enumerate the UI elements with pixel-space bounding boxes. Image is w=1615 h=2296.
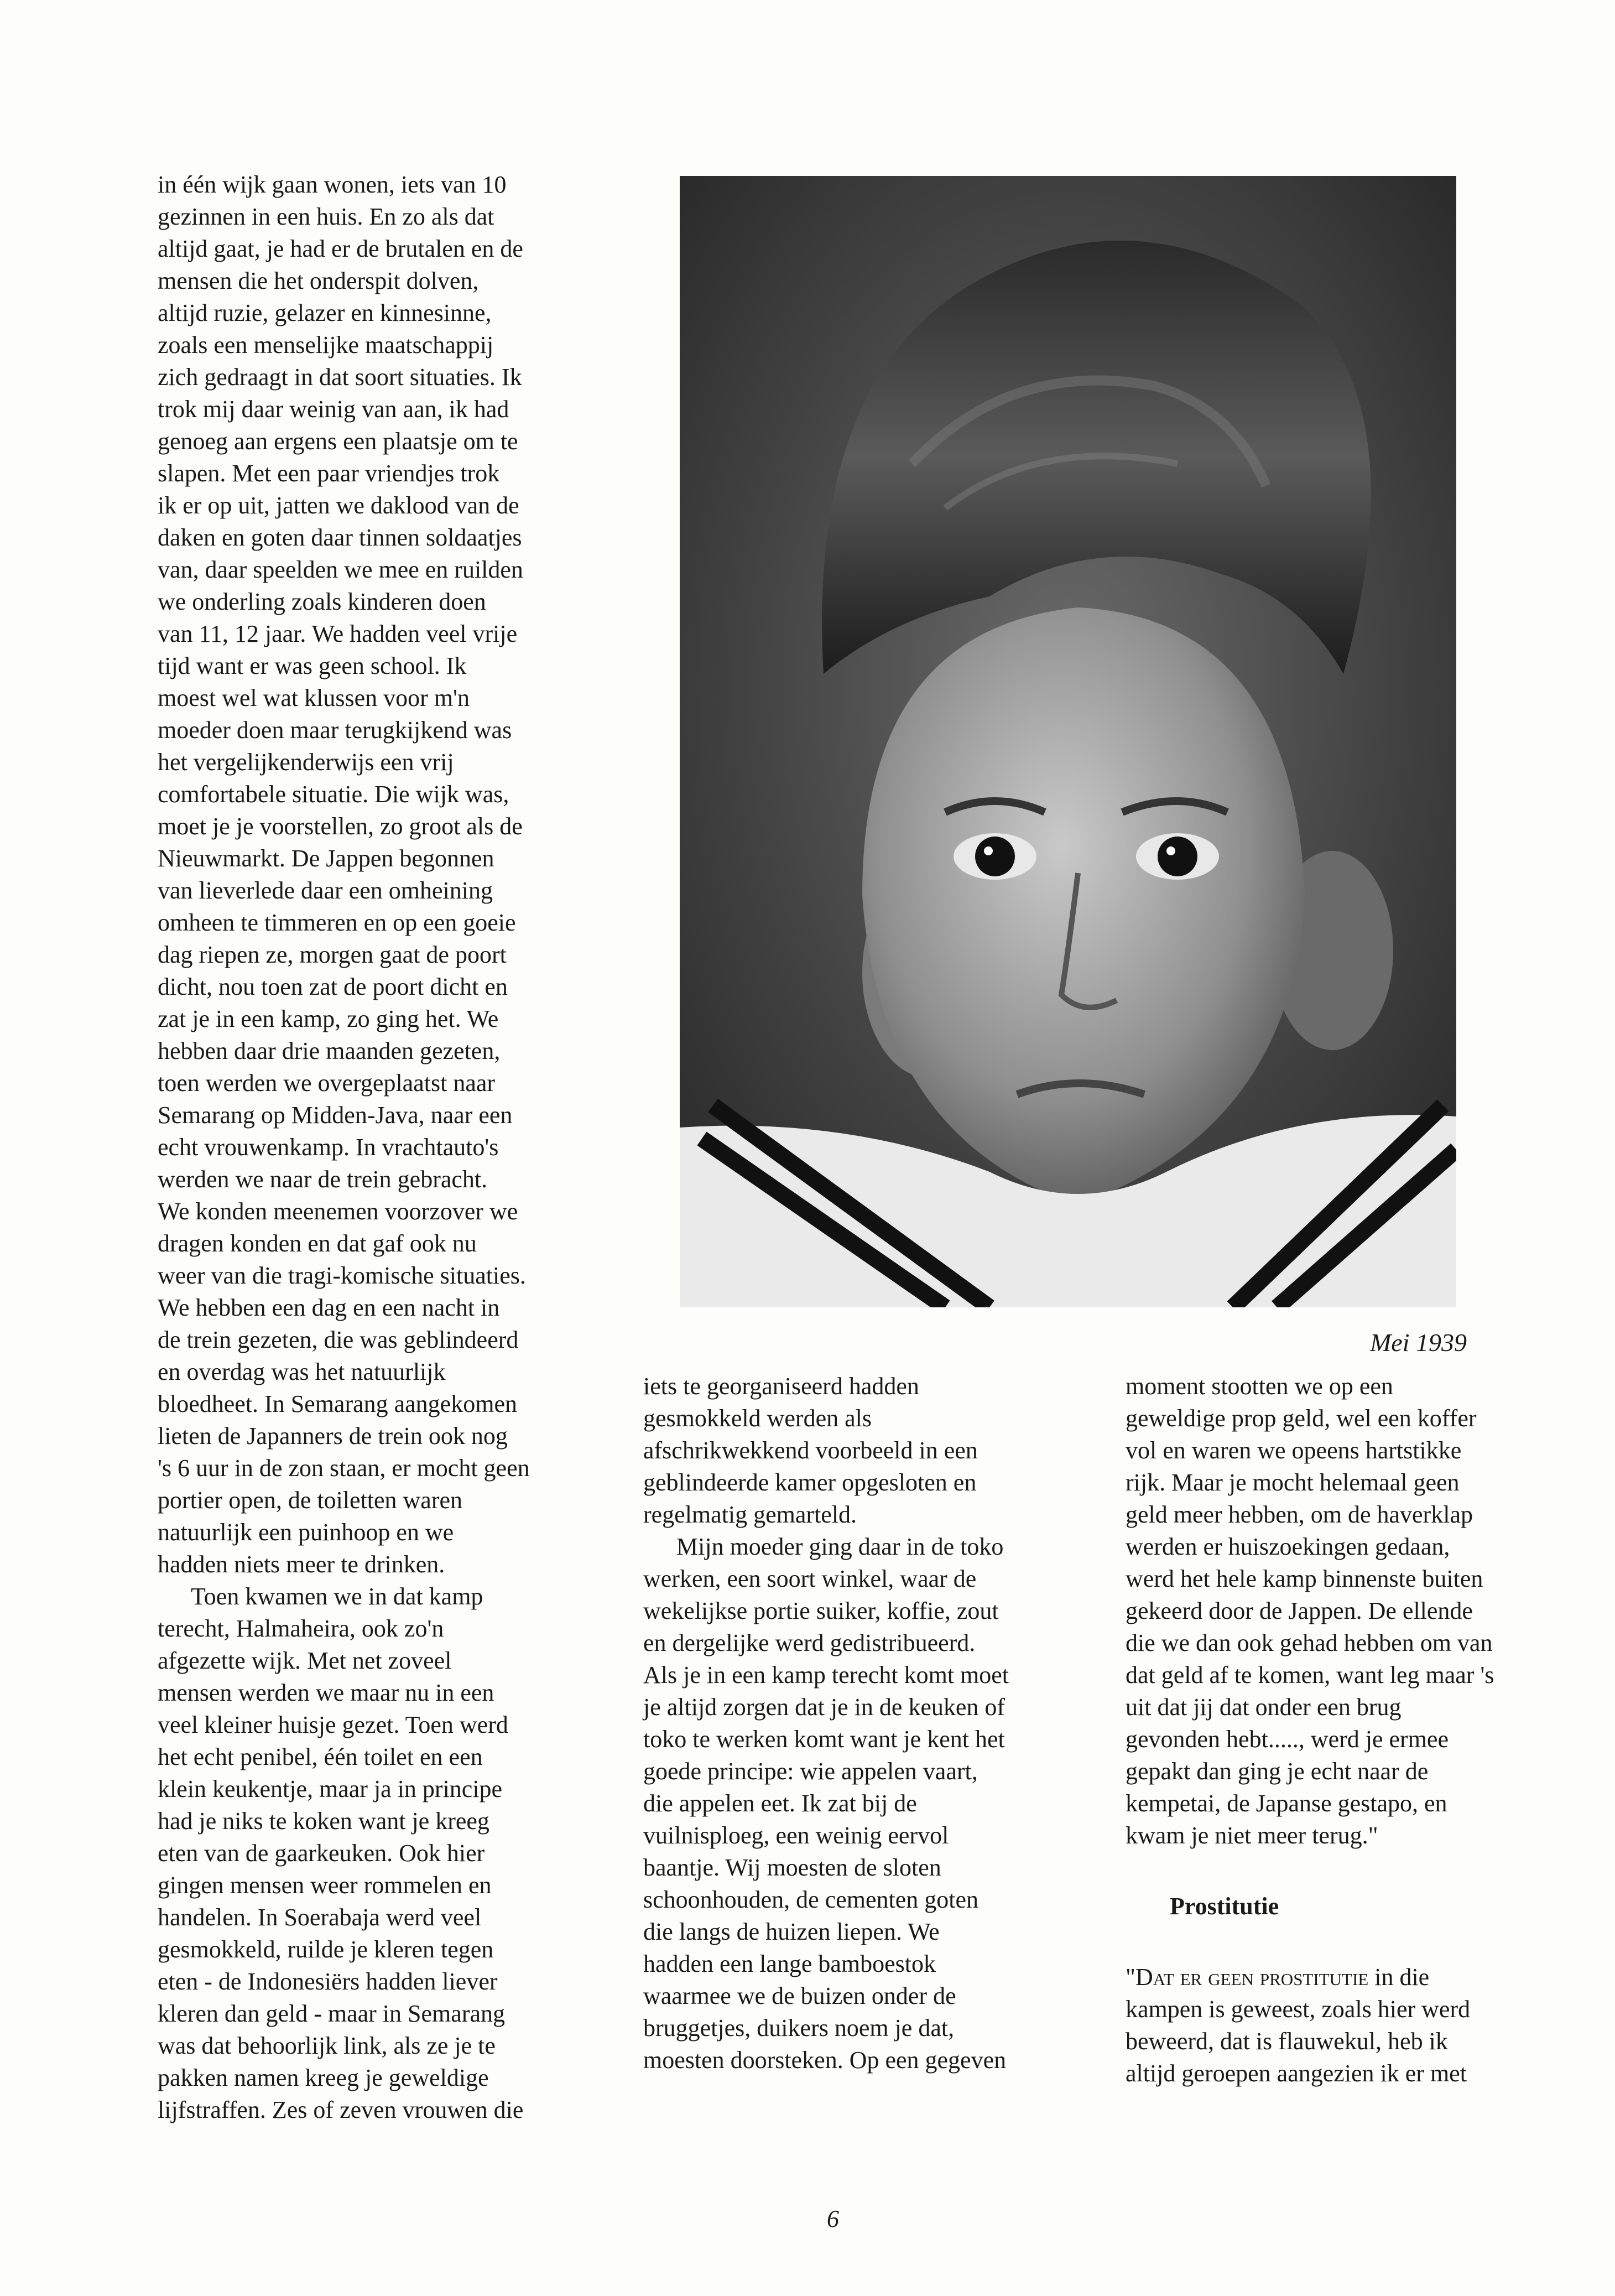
right-column — [1126, 1370, 1524, 2090]
middle-column — [643, 1370, 1058, 2076]
section-heading: Prostitutie — [1170, 1893, 1279, 1920]
left-column — [158, 169, 584, 2126]
right-paragraph-2-body: in die kampen is geweest, zoals hier werd beweerd, dat is flauwekul, heb ik altijd geroepen aangezien ik er met — [1126, 1963, 1471, 2087]
left-paragraph-2: Toen kwamen we in dat kamp terecht, Halmaheira, ook zo'n afgezette wijk. Met net zoveel mensen werden we maar nu in een veel kleiner huisje gezet. Toen werd het echt penibel, één toilet en een klein keukentje, maar ja in principe had je niks te koken want je kreeg eten van de gaarkeuken. Ook hier gingen mensen weer rommelen en handelen. In Soerabaja werd veel gesmokkeld, ruilde je kleren tegen eten - de Indonesiërs hadden liever kleren dan geld - maar in Semarang was dat behoorlijk link, als ze je te pakken namen kreeg je geweldige lijfstraffen. Zes of zeven vrouwen die — [158, 1583, 524, 2123]
middle-paragraph-2: Mijn moeder ging daar in de toko werken, een soort winkel, waar de wekelijkse portie suiker, koffie, zout en dergelijke werd gedistribueerd. Als je in een kamp terecht komt moet je altijd zorgen dat je in de keuken of toko te werken komt want je kent het goede principe: wie appelen vaart, die appelen eet. Ik zat bij de vuilnisploeg, een weinig eervol baantje. Wij moesten de sloten schoonhouden, de cementen goten die langs de huizen liepen. We hadden een lange bamboestok waarmee we de buizen onder de bruggetjes, duikers noem je dat, moesten doorsteken. Op een gegeven — [643, 1533, 1009, 2074]
portrait-illustration — [680, 176, 1456, 1307]
portrait-photo — [680, 176, 1456, 1307]
paragraph-lead-in: "Dat er geen prostitutie — [1126, 1963, 1369, 1991]
left-paragraph-1: in één wijk gaan wonen, iets van 10 gezinnen in een huis. En zo als dat altijd gaat, je had er de brutalen en de mensen die het onderspit dolven, altijd ruzie, gelazer en kinnesinne, zoals een menselijke maatschappij zich gedraagt in dat soort situaties. Ik trok mij daar weinig van aan, ik had genoeg aan ergens een plaatsje om te slapen. Met een paar vriendjes trok ik er op uit, jatten we daklood van de daken en goten daar tinnen soldaatjes van, daar speelden we mee en ruilden we onderling zoals kinderen doen van 11, 12 jaar. We hadden veel vrije tijd want er was geen school. Ik moest wel wat klussen voor m'n moeder doen maar terugkijkend was het vergelijkenderwijs een vrij comfortabele situatie. Die wijk was, moet je je voorstellen, zo groot als de Nieuwmarkt. De Jappen begonnen van lieverlede daar een omheining omheen te timmeren en op een goeie dag riepen ze, morgen gaat de poort dicht, nou toen zat de poort dicht en zat je in een kamp, zo ging het. We hebben daar drie maanden gezeten, toen werden we overgeplaatst naar Semarang op Midden-Java, naar een echt vrouwenkamp. In vrachtauto's werden we naar de trein gebracht. We konden meenemen voorzover we dragen konden en dat gaf ook nu weer van die tragi-komische situaties. We hebben een dag en een nacht in de trein gezeten, die was geblindeerd en overdag was het natuurlijk bloedheet. In Semarang aangekomen lieten de Japanners de trein ook nog 's 6 uur in de zon staan, er mocht geen portier open, de toiletten waren natuurlijk een puinhoop en we hadden niets meer te drinken. — [158, 171, 530, 1578]
photo-caption: Mei 1939 — [1369, 1328, 1467, 1357]
page-number: 6 — [827, 2205, 839, 2232]
middle-paragraph-1: iets te georganiseerd hadden gesmokkeld werden als afschrikwekkend voorbeeld in een geblindeerde kamer opgesloten en regelmatig gemarteld. — [643, 1373, 978, 1528]
right-paragraph-1: moment stootten we op een geweldige prop geld, wel een koffer vol en waren we opeens hartstikke rijk. Maar je mocht helemaal geen geld meer hebben, om de haverklap werden er huiszoekingen gedaan, werd het hele kamp binnenste buiten gekeerd door de Jappen. De ellende die we dan ook gehad hebben om van dat geld af te komen, want leg maar 's uit dat jij dat onder een brug gevonden hebt....., werd je ermee gepakt dan ging je echt naar de kempetai, de Japanse gestapo, en kwam je niet meer terug." — [1126, 1373, 1494, 1849]
right-paragraph-2 — [1126, 1961, 1524, 2090]
